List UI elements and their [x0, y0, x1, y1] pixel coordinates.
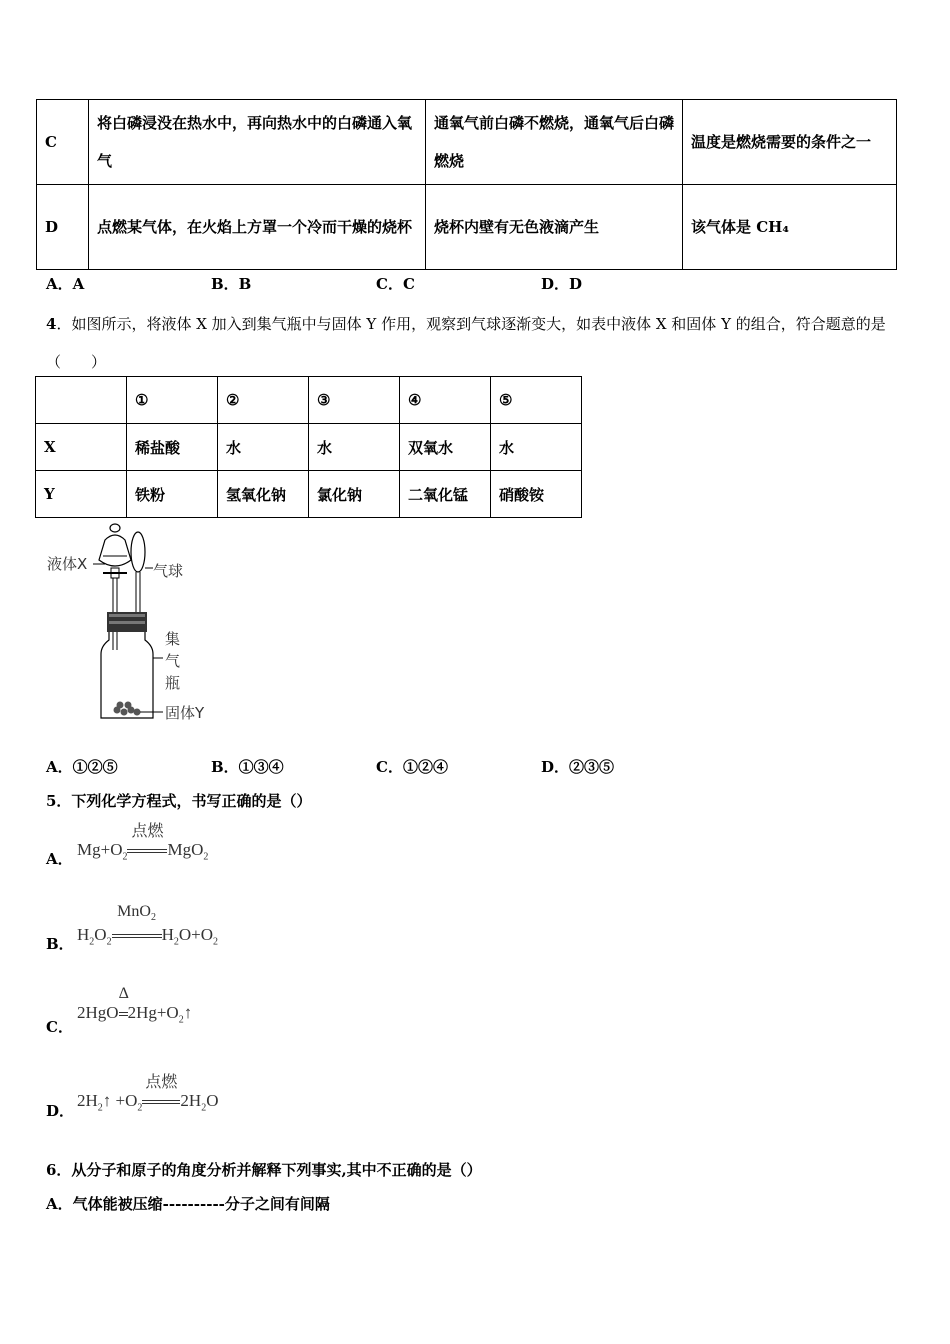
- header-cell: ①: [127, 377, 218, 424]
- header-cell: [36, 377, 127, 424]
- label-bottle-2: 气: [165, 652, 181, 670]
- label-bottle: [165, 628, 180, 694]
- q4-stem-text: ．如图所示，将液体 X 加入到集气瓶中与固体 Y 作用，观察到气球逐渐变大，如表中液体 X 和固体 Y 的组合，符合题意的是（ ）: [46, 315, 886, 371]
- cell: 氢氧化钠: [218, 471, 309, 518]
- eq-a-left: Mg+O: [77, 840, 123, 859]
- cell: 氯化钠: [309, 471, 400, 518]
- eq-a-left-sub: 2: [122, 851, 128, 863]
- operation-cell: 将白磷浸没在热水中，再向热水中的白磷通入氧气: [89, 100, 426, 185]
- label-liquid-x: 液体X: [47, 555, 88, 573]
- q3-option-d[interactable]: D．D: [541, 275, 583, 293]
- header-cell: ③: [309, 377, 400, 424]
- header-cell: ④: [400, 377, 491, 424]
- cell: Y: [36, 471, 127, 518]
- table-row: [36, 471, 582, 518]
- label-balloon: 气球: [153, 562, 184, 580]
- q3-table: [36, 99, 897, 270]
- eq-b-condition: [112, 903, 162, 945]
- q5-equation-c: 2HgO Δ $2Hg+O_2↑$: [77, 985, 193, 1026]
- row-label: D: [37, 185, 89, 270]
- q4-number: 4: [46, 315, 57, 333]
- phenomenon-cell: 烧杯内壁有无色液滴产生: [426, 185, 683, 270]
- q4-table: [35, 376, 582, 518]
- table-row: [37, 185, 897, 270]
- header-cell: ②: [218, 377, 309, 424]
- q5-equation-d: $2H_2↑ +O_2$ 点燃 $2H_2O$: [77, 1091, 218, 1113]
- q5-equation-a: [77, 823, 209, 863]
- header-cell: ⑤: [491, 377, 582, 424]
- cell: 水: [218, 424, 309, 471]
- label-bottle-1: 集: [165, 630, 181, 648]
- q4-option-b[interactable]: B．①③④: [211, 758, 284, 776]
- q6-option-a[interactable]: A．气体能被压缩----------分子之间有间隔: [46, 1195, 330, 1213]
- q5-stem: 5．下列化学方程式，书写正确的是（）: [46, 792, 312, 810]
- table-row: [37, 100, 897, 185]
- eq-a-right: MgO: [167, 840, 204, 859]
- cell: 水: [309, 424, 400, 471]
- eq-d-condition-text: 点燃: [145, 1074, 178, 1091]
- eq-a-right-sub: 2: [203, 851, 209, 863]
- cell: 双氧水: [400, 424, 491, 471]
- conclusion-cell: 温度是燃烧需要的条件之一: [683, 100, 897, 185]
- eq-d-condition: [142, 1074, 180, 1111]
- eq-a-condition: [127, 823, 167, 860]
- q5-option-b-letter[interactable]: B．: [46, 935, 74, 953]
- q4-option-c[interactable]: C．①②④: [376, 758, 448, 776]
- cell: X: [36, 424, 127, 471]
- q5-option-a-letter[interactable]: A．: [46, 850, 73, 868]
- cell: 水: [491, 424, 582, 471]
- row-label: C: [37, 100, 89, 185]
- q3-option-b[interactable]: B．B: [211, 275, 252, 293]
- cell: 二氧化锰: [400, 471, 491, 518]
- eq-c-condition-text: Δ: [118, 985, 129, 1002]
- cell: 稀盐酸: [127, 424, 218, 471]
- table-row: [36, 424, 582, 471]
- label-solid-y: 固体Y: [165, 704, 205, 722]
- q3-option-a[interactable]: A．A: [46, 275, 85, 293]
- q5-option-d-letter[interactable]: D．: [46, 1102, 75, 1120]
- q3-option-c[interactable]: C．C: [376, 275, 415, 293]
- conclusion-cell: 该气体是 CH₄: [683, 185, 897, 270]
- cell: 硝酸铵: [491, 471, 582, 518]
- q5-option-c-letter[interactable]: C．: [46, 1018, 73, 1036]
- q5-equation-b: $H_2O_2$ MnO$_2$ $H_2O+O_2$: [77, 903, 218, 948]
- eq-b-condition-text: MnO$_2$: [117, 903, 156, 924]
- apparatus-figure: [45, 520, 225, 725]
- cell: 铁粉: [127, 471, 218, 518]
- eq-c-condition: [118, 985, 129, 1023]
- q4-option-d[interactable]: D．②③⑤: [541, 758, 615, 776]
- operation-cell: 点燃某气体，在火焰上方罩一个冷而干燥的烧杯: [89, 185, 426, 270]
- phenomenon-cell: 通氧气前白磷不燃烧，通氧气后白磷燃烧: [426, 100, 683, 185]
- q4-option-a[interactable]: A．①②⑤: [46, 758, 118, 776]
- apparatus-drawing: [45, 520, 225, 725]
- eq-a-condition-text: 点燃: [131, 823, 164, 840]
- q6-stem: 6．从分子和原子的角度分析并解释下列事实,其中不正确的是（）: [46, 1161, 482, 1179]
- q4-stem: [46, 305, 906, 381]
- table-row: [36, 377, 582, 424]
- label-bottle-3: 瓶: [165, 674, 181, 692]
